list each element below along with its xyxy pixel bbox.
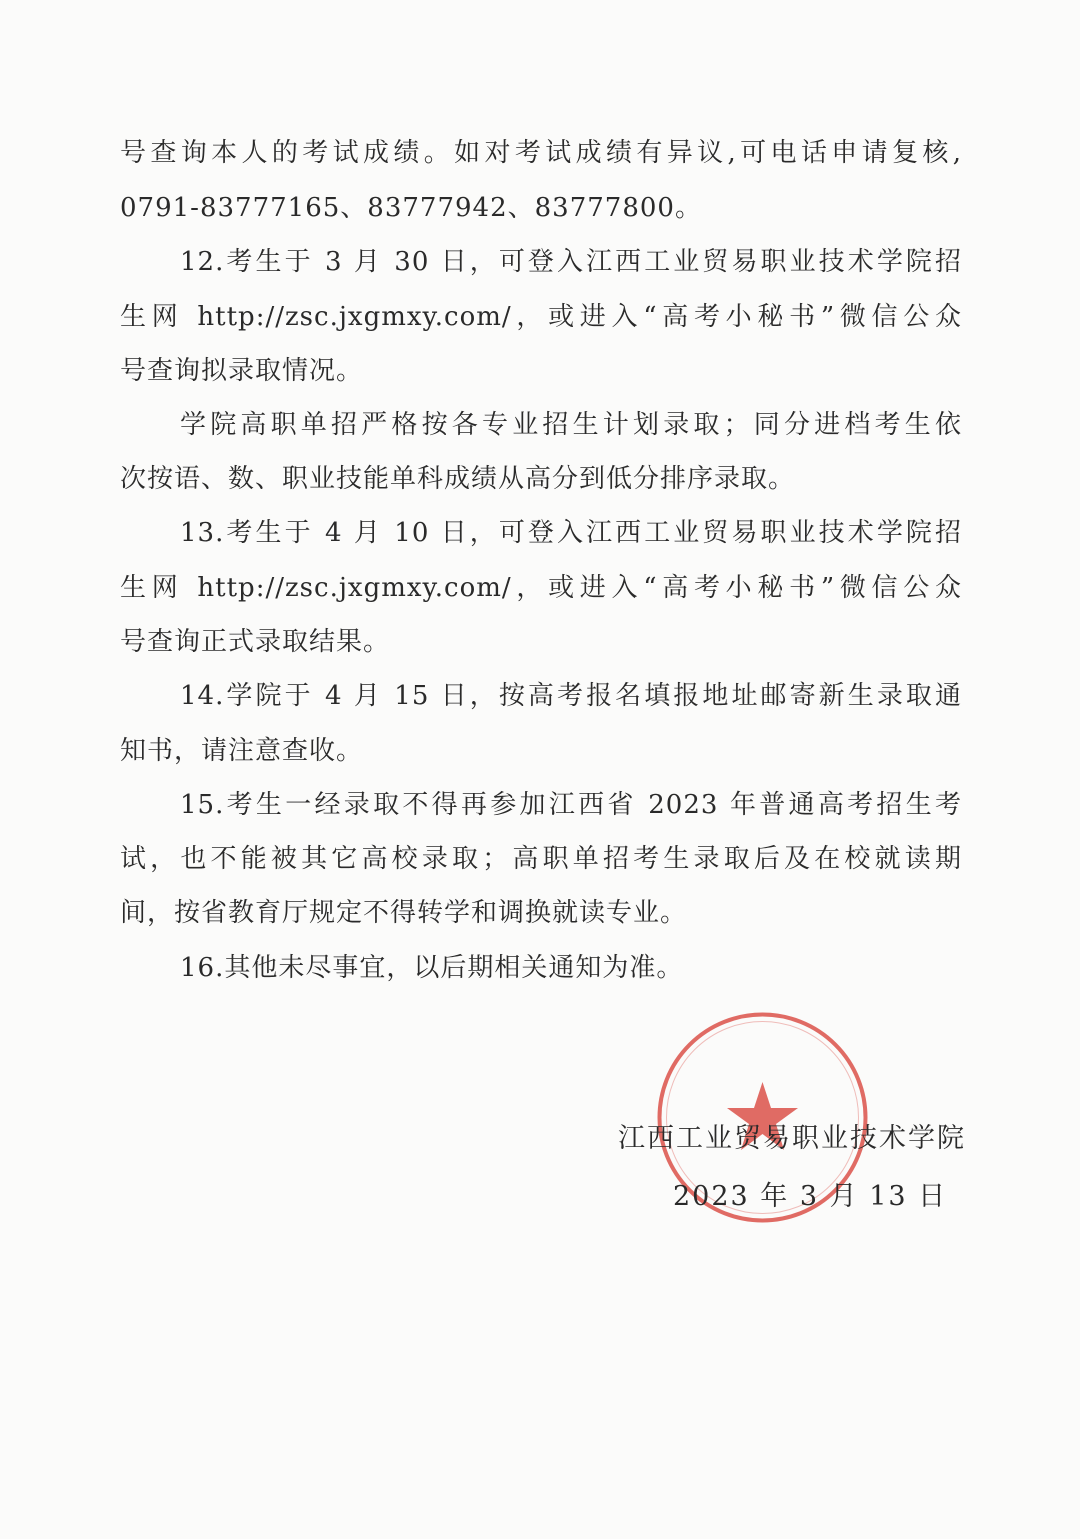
text-line: 生网 http://zsc.jxgmxy.com/，或进入“高考小秘书”微信公众	[120, 573, 962, 603]
item-12: 12.考生于 3 月 30 日，可登入江西工业贸易职业技术学院招	[180, 247, 962, 277]
text-line: 知书，请注意查收。	[120, 736, 364, 766]
text-line: 0791-83777165、83777942、83777800。	[120, 193, 702, 223]
text-line: 间，按省教育厅规定不得转学和调换就读专业。	[120, 898, 688, 928]
text-line: 生网 http://zsc.jxgmxy.com/，或进入“高考小秘书”微信公众	[120, 302, 962, 332]
item-13: 13.考生于 4 月 10 日，可登入江西工业贸易职业技术学院招	[180, 518, 962, 548]
text-line: 号查询拟录取情况。	[120, 356, 364, 386]
text-line: 试，也不能被其它高校录取；高职单招考生录取后及在校就读期	[120, 844, 962, 874]
text-line: 号查询正式录取结果。	[120, 627, 391, 657]
text-line: 次按语、数、职业技能单科成绩从高分到低分排序录取。	[120, 464, 796, 494]
item-14: 14.学院于 4 月 15 日，按高考报名填报地址邮寄新生录取通	[180, 681, 962, 711]
item-16: 16.其他未尽事宜，以后期相关通知为准。	[180, 953, 684, 983]
item-15: 15.考生一经录取不得再参加江西省 2023 年普通高考招生考	[180, 790, 962, 820]
signature-institution: 江西工业贸易职业技术学院	[618, 1123, 966, 1154]
text-line: 号查询本人的考试成绩。如对考试成绩有异议,可电话申请复核,	[120, 138, 962, 168]
admission-rule: 学院高职单招严格按各专业招生计划录取；同分进档考生依	[180, 410, 962, 440]
signature-date: 2023 年 3 月 13 日	[673, 1181, 948, 1212]
